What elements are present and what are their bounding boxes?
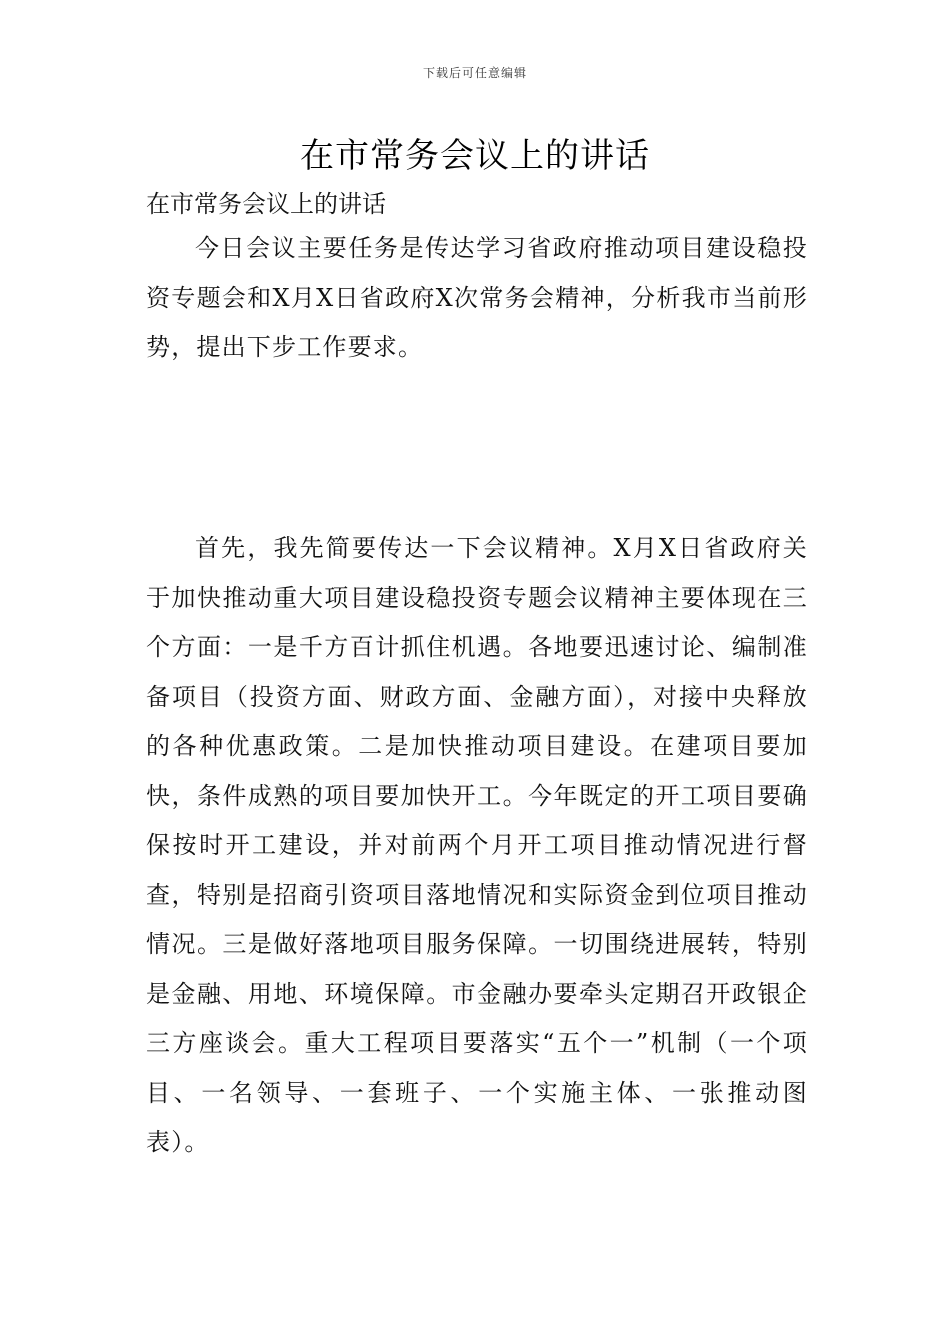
document-title: 在市常务会议上的讲话 bbox=[300, 136, 650, 176]
document-subtitle: 在市常务会议上的讲话 bbox=[146, 190, 386, 218]
body-paragraph-2: 首先，我先简要传达一下会议精神。X月X日省政府关于加快推动重大项目建设稳投资专题会议精神主要体现在三个方面：一是千方百计抓住机遇。各地要迅速讨论、编制准备项目（投资方面、财政方面、金融方面），对接中央释放的各种优惠政策。二是加快推动项目建设。在建项目要加快，条件成熟的项目要加快开工。今年既定的开工项目要确保按时开工建设，并对前两个月开工项目推动情况进行督查，特别是招商引资项目落地情况和实际资金到位项目推动情况。三是做好落地项目服务保障。一切围绕进展转，特别是金融、用地、环境保障。市金融办要牵头定期召开政银企三方座谈会。重大工程项目要落实“五个一”机制（一个项目、一名领导、一套班子、一个实施主体、一张推动图表）。 bbox=[146, 534, 808, 1156]
body-paragraph-1: 今日会议主要任务是传达学习省政府推动项目建设稳投资专题会和X月X日省政府X次常务会精神，分析我市当前形势，提出下步工作要求。 bbox=[146, 234, 808, 361]
header-note: 下载后可任意编辑 bbox=[422, 66, 527, 80]
